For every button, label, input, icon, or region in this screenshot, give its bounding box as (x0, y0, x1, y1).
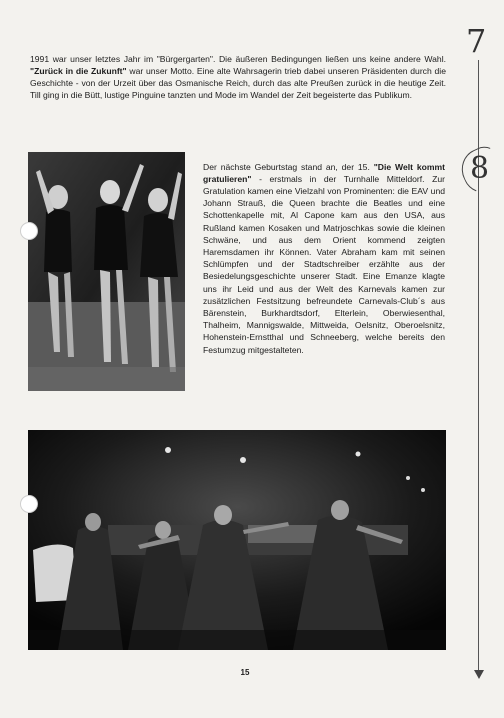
photo-stage-dancers (28, 430, 446, 650)
punch-hole-icon (20, 495, 38, 513)
chapter-mark-top: 7 (466, 22, 487, 60)
paragraph-text: - erstmals in der Turnhalle Mitteldorf. Zur Gratulation kamen eine Vielzahl von Prominenten: die EAV und Johann Strauß, die Queen brachte die Beatles und eine Schottenkapelle mit, Al Capone kam aus den USA, aus Rußland kamen Kosaken und Matrjoschkas sowie die kleinen Schwäne, und aus dem Orient kommend zeigten Haremsdamen ihr Können. Vater Abraham kam mit seinen Schlümpfen und der Stadtschreiber erzählte aus der Besiedelungsgeschichte unserer Stadt. Eine Emanze klagte uns ihr Leid und aus der Welt des Karnevals kamen zur zusätzlichen Festsitzung befreundete Carnevals-Club´s aus Bärenstein, Burkhardtsdorf, Elterlein, Oberwiesenthal, Thalheim, Mannigswalde, Mittweida, Oelsnitz, Oberoelsnitz, Hohenstein-Ernstthal und Schneeberg, welche bereits den Festumzug mitgestalteten. (203, 173, 445, 355)
paragraph-birthday (203, 161, 445, 356)
motto-bold: "Die Welt kommt gratulieren" (203, 161, 445, 184)
paragraph-text: war unser Motto. Eine alte Wahrsagerin trieb dabei unseren Präsidenten durch die Geschichte - von der Urzeit über das Osmanische Reich, durch das alte Preußen zurück in die heutige Zeit. Till ging in die Bütt, lustige Pinguine tanzten und Mode im Wandel der Zeit begeisterte das Publikum. (30, 65, 446, 101)
page-number: 15 (240, 668, 250, 677)
stage-image (28, 430, 446, 650)
paragraph-text: Der nächste Geburtstag stand an, der 15. (203, 161, 374, 172)
chapter-mark-middle: 8 (470, 151, 490, 186)
arrow-down-icon (474, 670, 484, 679)
paragraph-text: 1991 war unser letztes Jahr im "Bürgergarten". Die äußeren Bedingungen ließen uns keine andere Wahl. (30, 53, 446, 64)
photo-dancers (28, 152, 185, 391)
motto-bold: "Zurück in die Zukunft" (30, 65, 127, 76)
punch-hole-icon (20, 222, 38, 240)
dancers-image (28, 152, 185, 391)
paragraph-1991 (30, 53, 446, 102)
